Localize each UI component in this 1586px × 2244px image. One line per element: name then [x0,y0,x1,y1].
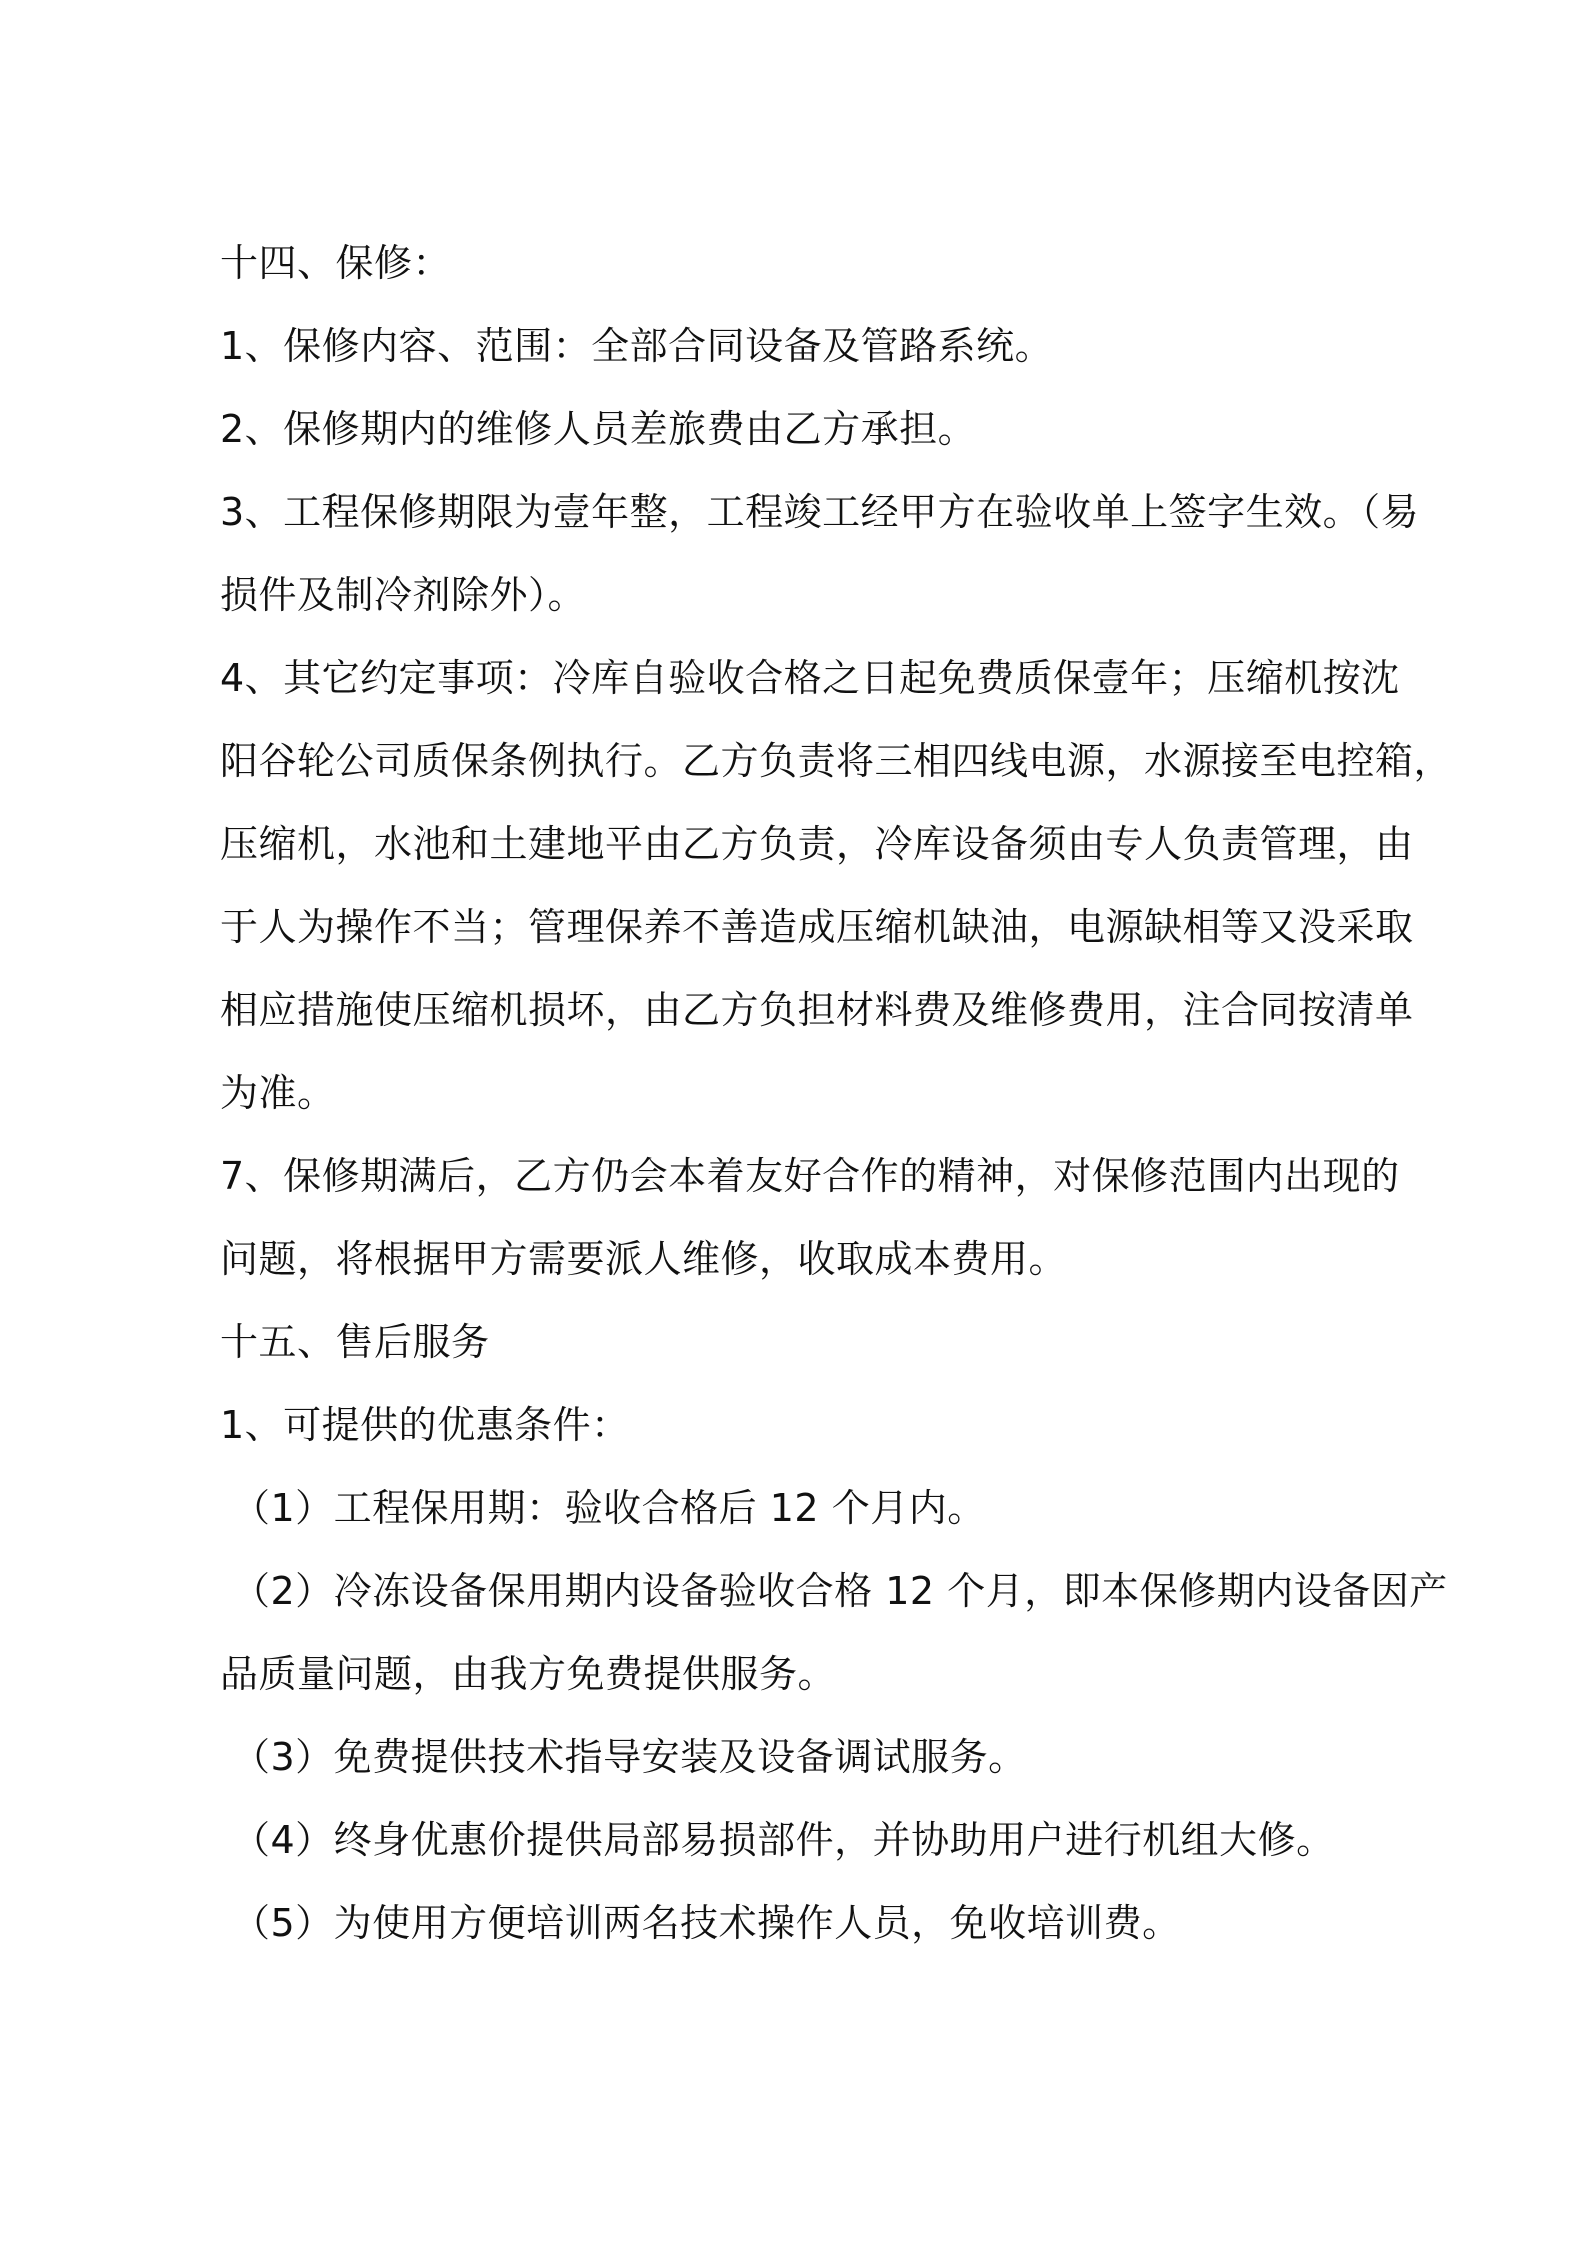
warranty-item-7-line-1: 7、保修期满后，乙方仍会本着友好合作的精神，对保修范围内出现的 [220,1154,1400,1198]
after-sales-item-1: 1、可提供的优惠条件： [220,1403,630,1447]
after-sales-subitem-3: （3）免费提供技术指导安装及设备调试服务。 [232,1735,1027,1779]
warranty-item-4-line-1: 4、其它约定事项：冷库自验收合格之日起免费质保壹年；压缩机按沈 [220,656,1400,700]
warranty-item-4-line-2: 阳谷轮公司质保条例执行。乙方负责将三相四线电源，水源接至电控箱， [220,739,1453,783]
warranty-item-4-line-4: 于人为操作不当；管理保养不善造成压缩机缺油，电源缺相等又没采取 [220,905,1414,949]
section-heading-warranty: 十四、保修： [220,241,452,285]
warranty-item-1: 1、保修内容、范围：全部合同设备及管路系统。 [220,324,1054,368]
warranty-item-2: 2、保修期内的维修人员差旅费由乙方承担。 [220,407,977,451]
after-sales-subitem-2-line-2: 品质量问题，由我方免费提供服务。 [220,1652,837,1696]
warranty-item-4-line-3: 压缩机，水池和土建地平由乙方负责，冷库设备须由专人负责管理，由 [220,822,1414,866]
after-sales-subitem-1: （1）工程保用期：验收合格后 12 个月内。 [232,1486,986,1530]
warranty-item-4-line-5: 相应措施使压缩机损坏，由乙方负担材料费及维修费用，注合同按清单 [220,988,1414,1032]
warranty-item-4-line-6: 为准。 [220,1071,336,1115]
warranty-item-3-line-1: 3、工程保修期限为壹年整，工程竣工经甲方在验收单上签字生效。（易 [220,490,1420,534]
after-sales-subitem-4: （4）终身优惠价提供局部易损部件，并协助用户进行机组大修。 [232,1818,1335,1862]
document-body [220,222,1453,1965]
warranty-item-7-line-2: 问题，将根据甲方需要派人维修，收取成本费用。 [220,1237,1068,1281]
warranty-item-3-line-2: 损件及制冷剂除外）。 [220,573,587,617]
after-sales-subitem-2-line-1: （2）冷冻设备保用期内设备验收合格 12 个月，即本保修期内设备因产 [232,1569,1448,1613]
after-sales-subitem-5: （5）为使用方便培训两名技术操作人员，免收培训费。 [232,1901,1181,1945]
section-heading-after-sales: 十五、售后服务 [220,1320,490,1364]
